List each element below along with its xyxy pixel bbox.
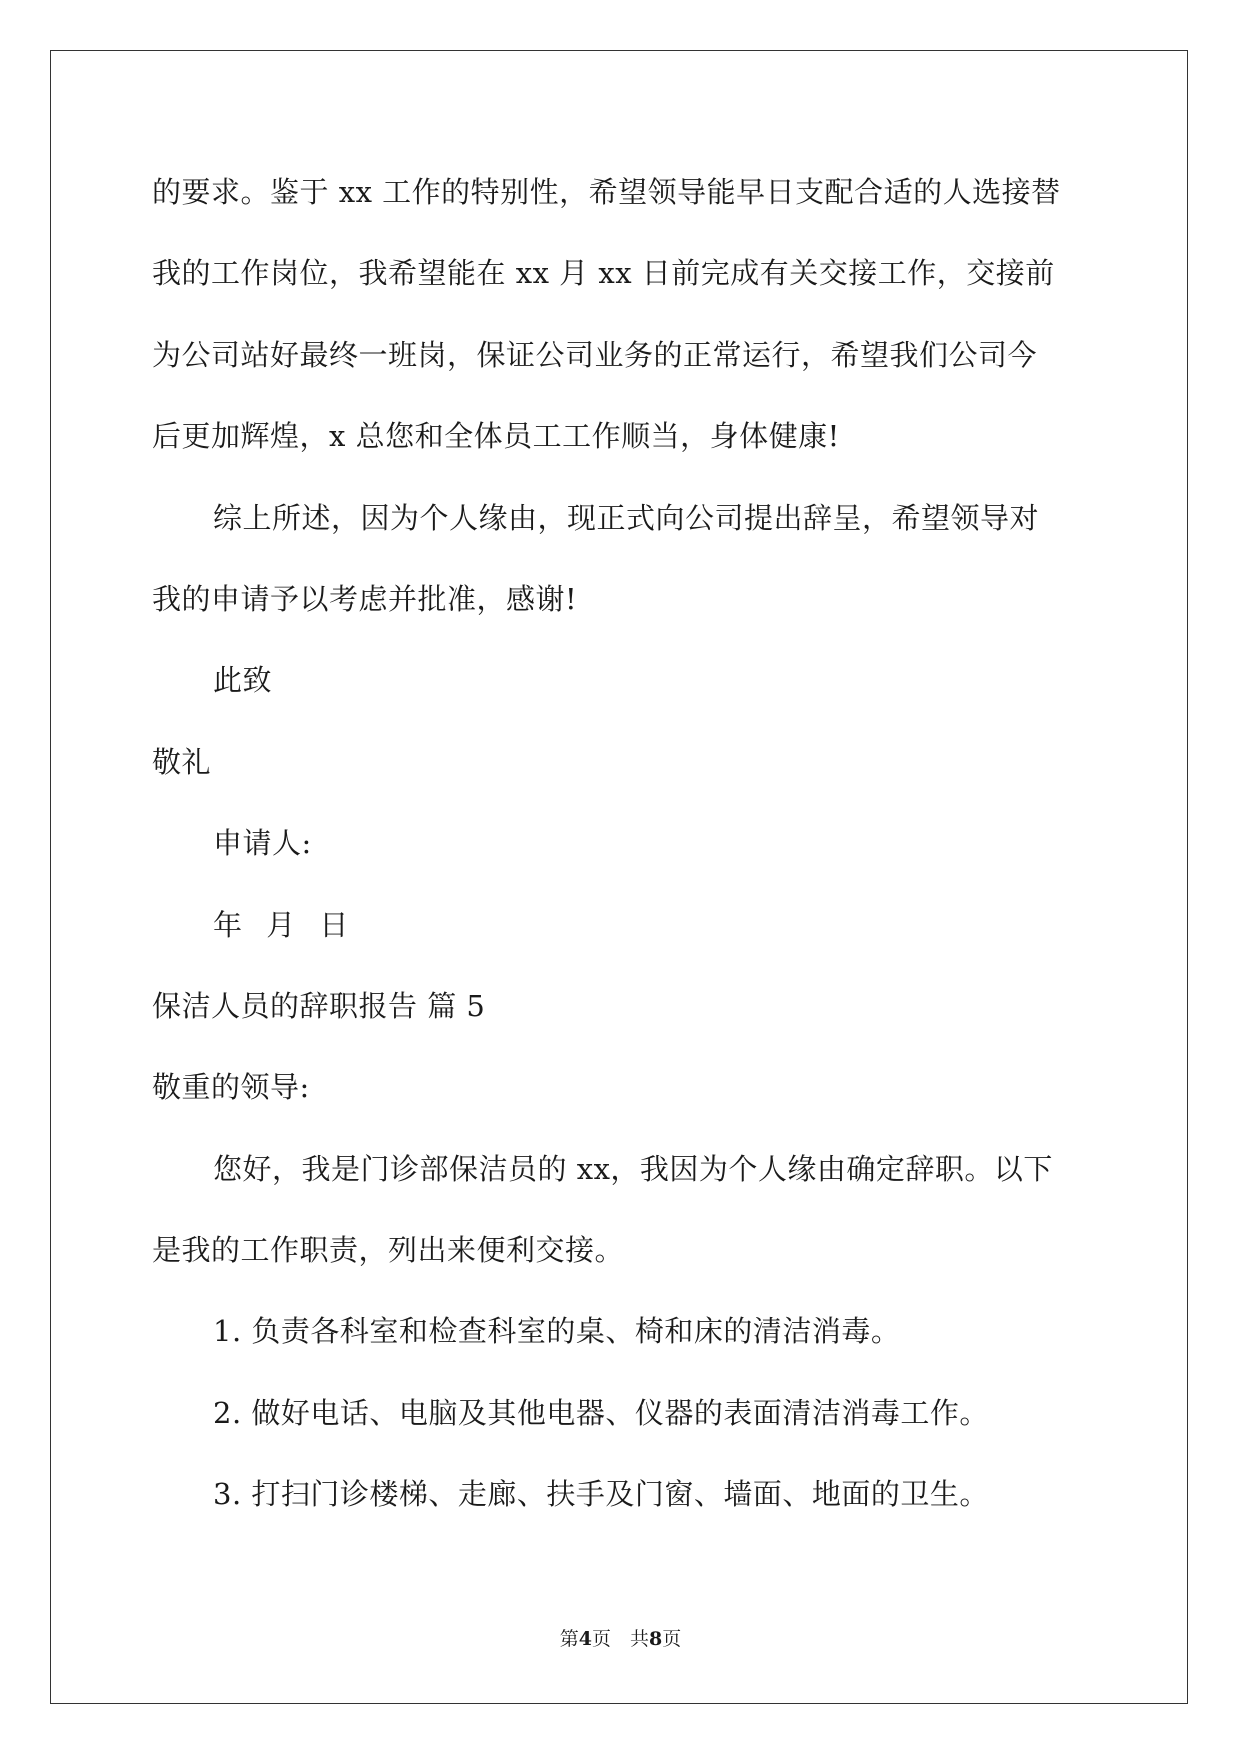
paragraph-line: 的要求。鉴于 xx 工作的特别性，希望领导能早日支配合适的人选接替 — [152, 175, 1061, 209]
paragraph-line: 为公司站好最终一班岗，保证公司业务的正常运行，希望我们公司今 — [152, 337, 1038, 372]
paragraph-line: 后更加辉煌，x 总您和全体员工工作顺当，身体健康! — [152, 419, 840, 454]
salutation-line: 此致 — [213, 663, 273, 698]
page-footer — [0, 1624, 1241, 1651]
page-suffix: 页 — [662, 1628, 682, 1650]
section-title: 保洁人员的辞职报告 篇 5 — [152, 988, 486, 1023]
greeting-line: 敬重的领导: — [152, 1070, 310, 1105]
page-mid: 页 共 — [591, 1628, 649, 1650]
page-total: 8 — [649, 1628, 663, 1650]
page-current: 4 — [578, 1628, 592, 1650]
applicant-line: 申请人: — [213, 826, 312, 861]
document-body — [152, 163, 1088, 1547]
paragraph-line: 我的工作岗位，我希望能在 xx 月 xx 日前完成有关交接工作，交接前 — [152, 256, 1055, 291]
paragraph-line: 我的申请予以考虑并批准，感谢! — [152, 581, 578, 616]
paragraph-line: 综上所述，因为个人缘由，现正式向公司提出辞呈，希望领导对 — [213, 500, 1040, 535]
list-item: 2. 做好电话、电脑及其他电器、仪器的表面清洁消毒工作。 — [213, 1395, 989, 1430]
date-line: 年 月 日 — [213, 907, 349, 942]
paragraph-line: 是我的工作职责，列出来便利交接。 — [152, 1233, 625, 1268]
paragraph-line: 您好，我是门诊部保洁员的 xx，我因为个人缘由确定辞职。以下 — [213, 1151, 1053, 1186]
list-item: 1. 负责各科室和检查科室的桌、椅和床的清洁消毒。 — [213, 1314, 901, 1349]
list-item: 3. 打扫门诊楼梯、走廊、扶手及门窗、墙面、地面的卫生。 — [213, 1477, 989, 1512]
salutation-line: 敬礼 — [152, 744, 212, 779]
page-prefix: 第 — [559, 1628, 579, 1650]
